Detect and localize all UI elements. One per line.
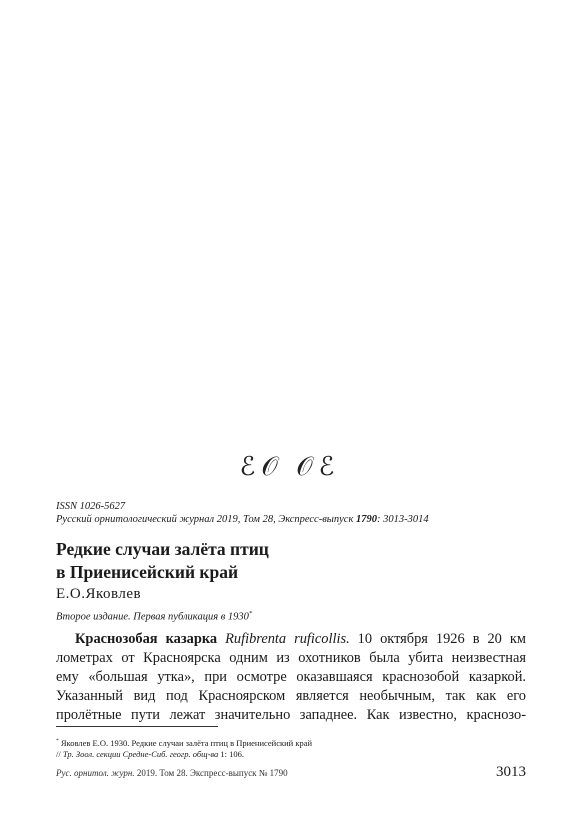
journal-citation <box>56 513 429 526</box>
page-range: : 3013-3014 <box>377 514 429 525</box>
body-line-1 <box>56 630 526 649</box>
body-line-2: лометрах от Красноярска одним из охотников была убита неизвестная <box>56 650 526 666</box>
footnote-marker: * <box>248 610 253 617</box>
species-name-latin: Rufibrenta ruficollis. <box>225 631 350 647</box>
author-name: Е.О.Яковлев <box>56 586 142 602</box>
body-line-3: ему «большая утка», при осмотре оказавшаяся краснозобой казаркой. <box>56 669 526 685</box>
article-title <box>56 538 526 584</box>
page-number: 3013 <box>496 764 526 780</box>
journal-citation-text: Русский орнитологический журнал 2019, Том 28, Экспресс-выпуск <box>56 514 356 525</box>
ornament-divider: ℰ𝒪 𝒪ℰ <box>239 452 341 481</box>
footnote-1-marker: * <box>56 738 59 744</box>
issn-number: ISSN 1026-5627 <box>56 501 126 512</box>
title-line-2: в Приенисейский край <box>56 562 239 582</box>
footnotes <box>56 736 526 760</box>
footnote-divider <box>56 726 218 727</box>
footnote-2-source: Тр. Зоол. секции Средне-Сиб. геогр. общ-ва <box>60 748 219 759</box>
species-name-ru: Краснозобая казарка <box>75 631 218 647</box>
article-body <box>56 630 526 725</box>
footer-journal-abbr: Рус. орнитол. журн. <box>56 768 135 778</box>
footnote-2-marker: // <box>56 748 61 759</box>
footnote-1-text: Яковлев Е.О. 1930. Редкие случаи залёта птиц в Приенисейский край <box>58 737 313 748</box>
body-line-4: Указанный вид под Красноярском является необычным, так как его <box>56 688 526 704</box>
issue-number: 1790 <box>356 514 377 525</box>
body-line-1-rest: 10 октября 1926 в 20 км <box>349 631 526 647</box>
journal-header <box>56 500 429 526</box>
page-footer <box>56 768 288 778</box>
footnote-1 <box>56 736 526 749</box>
footer-details: 2019. Том 28. Экспресс-выпуск № 1790 <box>134 768 288 778</box>
edition-note <box>56 610 252 623</box>
body-line-5: пролётные пути лежат значительно западнее. Как известно, краснозо- <box>56 707 526 723</box>
footnote-2 <box>56 749 526 760</box>
edition-note-text: Второе издание. Первая публикация в 1930 <box>56 611 249 623</box>
title-line-1: Редкие случаи залёта птиц <box>56 539 269 559</box>
footnote-2-rest: 1: 106. <box>218 748 244 759</box>
